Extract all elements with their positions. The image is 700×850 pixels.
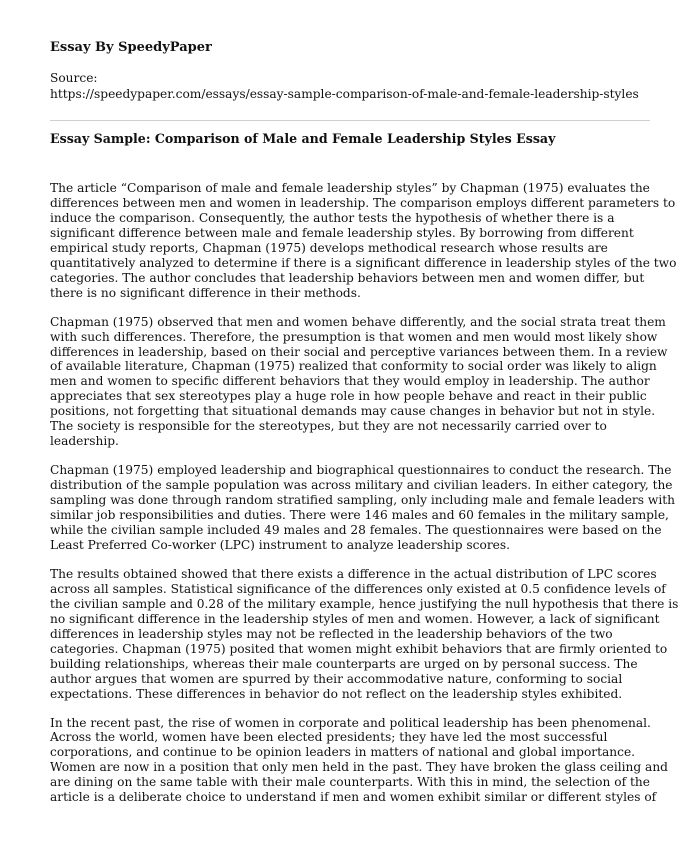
- essay-paragraph: [50, 566, 679, 702]
- paragraph-line: Least Preferred Co-worker (LPC) instrument to analyze leadership scores.: [50, 537, 511, 552]
- paragraph-line: building relationships, whereas their male counterparts are urged on by personal success. The: [50, 656, 638, 671]
- paragraph-line: distribution of the sample population was across military and civilian leaders. In either category, the: [50, 478, 673, 493]
- essay-title: Essay Sample: Comparison of Male and Female Leadership Styles Essay: [50, 131, 556, 146]
- essay-page: [50, 40, 679, 819]
- paragraph-line: The article “Comparison of male and female leadership styles” by Chapman (1975) evaluates the: [50, 181, 650, 195]
- header-divider: [50, 120, 650, 121]
- paragraph-line: The society is responsible for the stereotypes, but they are not necessarily carried over to: [50, 419, 607, 434]
- paragraph-line: leadership.: [50, 434, 119, 449]
- paragraph-line: In the recent past, the rise of women in corporate and political leadership has been phenomenal.: [50, 715, 651, 730]
- paragraph-line: men and women to specific different behaviors that they would employ in leadership. The author: [50, 374, 650, 389]
- paragraph-line: Chapman (1975) observed that men and women behave differently, and the social strata treat them: [50, 314, 666, 329]
- paragraph-line: significant difference between male and female leadership styles. By borrowing from different: [50, 225, 634, 240]
- paragraph-line: no significant difference in the leadership styles of men and women. However, a lack of significant: [50, 611, 660, 626]
- paragraph-line: categories. Chapman (1975) posited that women might exhibit behaviors that are firmly oriented to: [50, 641, 668, 656]
- paragraph-line: empirical study reports, Chapman (1975) develops methodical research whose results are: [50, 240, 608, 255]
- paragraph-line: author argues that women are spurred by their accommodative nature, conforming to social: [50, 671, 623, 686]
- paragraph-line: there is no significant difference in their methods.: [50, 285, 361, 300]
- paragraph-line: similar job responsibilities and duties. There were 146 males and 60 females in the military sample,: [50, 508, 669, 523]
- paragraph-line: positions, not forgetting that situational demands may cause changes in behavior but not in style.: [50, 404, 656, 419]
- paragraph-line: induce the comparison. Consequently, the author tests the hypothesis of whether there is a: [50, 210, 615, 225]
- paragraph-line: appreciates that sex stereotypes play a huge role in how people behave and react in their public: [50, 389, 647, 404]
- paragraph-line: are dining on the same table with their male counterparts. With this in mind, the selection of the: [50, 775, 650, 790]
- essay-paragraph: [50, 463, 675, 553]
- paragraph-line: sampling was done through random stratified sampling, only including male and female leaders with: [50, 493, 675, 508]
- paragraph-line: corporations, and continue to be opinion leaders in matters of national and global importance.: [50, 745, 636, 760]
- paragraph-line: differences in leadership styles may not be reflected in the leadership behaviors of the two: [50, 626, 613, 641]
- essay-paragraph: [50, 715, 668, 806]
- paragraph-line: of available literature, Chapman (1975) realized that conformity to social order was likely to align: [50, 359, 657, 374]
- paragraph-line: The results obtained showed that there exists a difference in the actual distribution of LPC scores: [50, 566, 657, 581]
- paragraph-line: article is a deliberate choice to understand if men and women exhibit similar or different styles of: [50, 790, 657, 805]
- source-url[interactable]: https://speedypaper.com/essays/essay-sample-comparison-of-male-and-female-leadership-styles: [50, 87, 639, 101]
- paragraph-line: Chapman (1975) employed leadership and biographical questionnaires to conduct the research. The: [50, 463, 672, 478]
- paragraph-line: with such differences. Therefore, the presumption is that women and men would most likely show: [50, 329, 658, 344]
- paragraph-line: categories. The author concludes that leadership behaviors between men and women differ, but: [50, 270, 645, 285]
- source-label: Source:: [50, 71, 98, 85]
- paragraph-line: differences between men and women in leadership. The comparison employs different parameters to: [50, 195, 676, 210]
- paragraph-line: Across the world, women have been elected presidents; they have led the most successful: [50, 730, 608, 745]
- paragraph-line: while the civilian sample included 49 males and 28 females. The questionnaires were based on the: [50, 523, 662, 538]
- brand-heading: Essay By SpeedyPaper: [50, 40, 212, 55]
- paragraph-line: Women are now in a position that only men held in the past. They have broken the glass ceiling and: [50, 760, 668, 775]
- paragraph-line: across all samples. Statistical significance of the differences only existed at 0.5 confidence levels of: [50, 581, 666, 596]
- essay-body: [50, 181, 679, 805]
- paragraph-line: the civilian sample and 0.28 of the military example, hence justifying the null hypothesis that there is: [50, 596, 679, 611]
- essay-paragraph: [50, 314, 668, 450]
- paragraph-line: expectations. These differences in behavior do not reflect on the leadership styles exhibited.: [50, 686, 623, 701]
- paragraph-line: quantitatively analyzed to determine if there is a significant difference in leadership styles of the two: [50, 255, 677, 270]
- essay-paragraph: [50, 181, 677, 301]
- paragraph-line: differences in leadership, based on their social and perceptive variances between them. In a review: [50, 344, 668, 359]
